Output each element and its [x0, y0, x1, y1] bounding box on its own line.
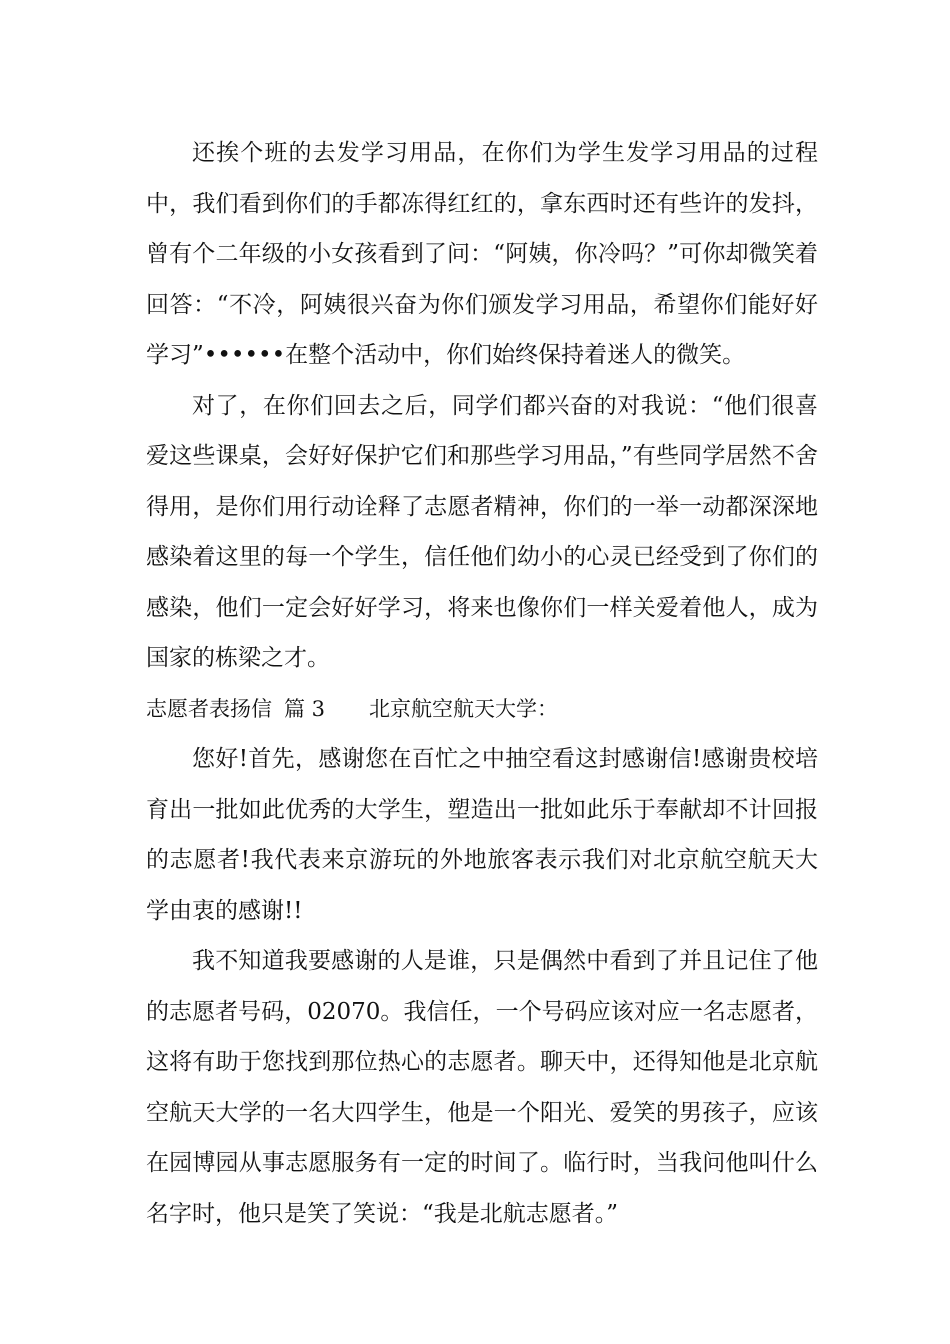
document-body — [146, 128, 818, 1239]
body-paragraph: 您好!首先，感谢您在百忙之中抽空看这封感谢信!感谢贵校培育出一批如此优秀的大学生，塑造出一批如此乐于奉献却不计回报的志愿者!我代表来京游玩的外地旅客表示我们对北京航空航天大学由衷的感谢!! — [146, 746, 818, 924]
section-number: 篇 3 — [284, 696, 326, 721]
letter-recipient: 北京航空航天大学： — [369, 696, 559, 721]
body-paragraph: 还挨个班的去发学习用品，在你们为学生发学习用品的过程中，我们看到你们的手都冻得红红的，拿东西时还有些许的发抖，曾有个二年级的小女孩看到了问：“阿姨，你冷吗？”可你却微笑着回答：“不冷，阿姨很兴奋为你们颁发学习用品，希望你们能好好学习”••••••在整个活动中，你们始终保持着迷人的微笑。 — [146, 140, 818, 368]
section-heading — [146, 684, 818, 735]
body-paragraph: 对了，在你们回去之后，同学们都兴奋的对我说：“他们很喜爱这些课桌，会好好保护它们和那些学习用品，”有些同学居然不舍得用，是你们用行动诠释了志愿者精神，你们的一举一动都深深地感染着这里的每一个学生，信任他们幼小的心灵已经受到了你们的感染，他们一定会好好学习，将来也像你们一样关爱着他人，成为国家的栋梁之才。 — [146, 392, 818, 671]
section-title: 志愿者表扬信 — [146, 696, 272, 721]
body-paragraph: 我不知道我要感谢的人是谁，只是偶然中看到了并且记住了他的志愿者号码，02070。我信任，一个号码应该对应一名志愿者，这将有助于您找到那位热心的志愿者。聊天中，还得知他是北京航空航天大学的一名大四学生，他是一个阳光、爱笑的男孩子，应该在园博园从事志愿服务有一定的时间了。临行时，当我问他叫什么名字时，他只是笑了笑说：“我是北航志愿者。” — [146, 948, 818, 1227]
